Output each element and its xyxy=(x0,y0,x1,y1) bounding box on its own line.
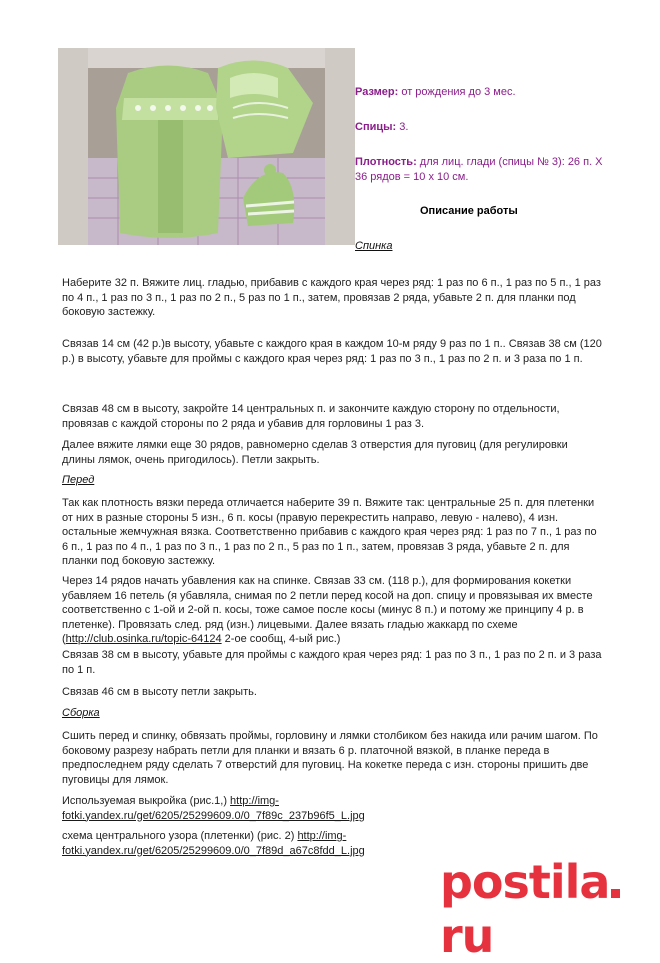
needles-label: Спицы: xyxy=(355,121,397,133)
front-paragraph-4: Связав 46 см в высоту петли закрыть. xyxy=(62,686,257,698)
back-paragraph-3: Связав 48 см в высоту, закройте 14 центральных п. и закончите каждую сторону по отдельности, провязав с каждой стороны по 2 ряда и убавив для горловины 1 раз 3. xyxy=(62,403,560,430)
front-paragraph-3: Связав 38 см в высоту, убавьте для проймы с каждого края через ряд: 1 раз по 3 п., 1 раз по 2 п. и 3 раза по 1 п. xyxy=(62,649,602,676)
watermark-left: postila xyxy=(440,855,610,909)
front-paragraph-2 xyxy=(62,574,602,647)
section-back-title: Спинка xyxy=(355,240,393,252)
pattern-reference-2 xyxy=(62,829,402,858)
needles-value: 3. xyxy=(396,121,409,133)
front-paragraph-1: Так как плотность вязки переда отличается наберите 39 п. Вяжите так: центральные 25 п. для плетенки от них в разные стороны 5 изн., 6 п. косы (правую перекрестить направо, левую - налево), 4 изн. остальные жемчужная вязка. Соответственно прибавив с каждого края через ряд: 1 раз по 7 п., 1 раз по 6 п., 1 раз по 4 п., 1 раз по 3 п., 1 раз по 2 п., 5 раз по 1 п., затем, провязав 3 ряда, убавьте 2 п. для планки под боковую застежку. xyxy=(62,497,597,567)
section-assembly-title: Сборка xyxy=(62,707,100,719)
front-paragraph-2-text: Через 14 рядов начать убавления как на спинке. Связав 33 см. (118 р.), для формирования кокетки убавляем 16 петель (я убавляла, снимая по 2 петли перед косой на доп. спицу и провязывая их вместе соответственно с 1-ой и 2-ой п. косы, тоже самое после косы (минус 8 п.) и потому же принципу 4 р. в плетенке). Провязать след. ряд (изн.) лицевыми. Далее вязать гладью жаккард по схеме ( xyxy=(62,575,593,645)
work-description-heading: Описание работы xyxy=(420,205,518,217)
assembly-paragraph: Сшить перед и спинку, обвязать проймы, горловину и лямки столбиком без накида или рачим шагом. По боковому разрезу набрать петли для планки и вязать 6 р. платочной вязкой, в планке переда в предпоследнем ряду сделать 7 отверстий для пуговиц. На кокетке переда с изн. стороны пришить две пуговицы для лямок. xyxy=(62,730,598,786)
needles-line xyxy=(355,120,408,135)
watermark-right: ru xyxy=(440,909,494,963)
density-line xyxy=(355,155,605,185)
osinka-link[interactable]: http://club.osinka.ru/topic-64124 xyxy=(65,633,222,645)
pattern-reference-1-text: Используемая выкройка (рис.1,) xyxy=(62,795,231,807)
back-paragraph-2: Связав 14 см (42 р.)в высоту, убавьте с каждого края в каждом 10-м ряду 9 раз по 1 п.. Связав 38 см (120 р.) в высоту, убавьте для проймы с каждого края через ряд: 1 раз по 3 п., 1 раз по 2 п. и 3 раза по 1 п. xyxy=(62,338,602,365)
pattern-reference-2-text: схема центрального узора (плетенки) (рис. 2) xyxy=(62,830,298,842)
product-photo xyxy=(58,48,355,245)
size-value: от рождения до 3 мес. xyxy=(398,86,516,98)
pattern-link-1[interactable]: http://img-fotki.yandex.ru/get/6205/25299609.0/0_7f89c_237b96f5_L.jpg xyxy=(62,795,365,822)
back-paragraph-4: Далее вяжите лямки еще 30 рядов, равномерно сделав 3 отверстия для пуговиц (для регулировки длины лямок, очень пригодилось). Петли закрыть. xyxy=(62,439,568,466)
pattern-reference-1 xyxy=(62,794,402,823)
postila-watermark xyxy=(440,855,660,963)
section-front-title: Перед xyxy=(62,474,95,486)
size-line xyxy=(355,85,516,100)
front-paragraph-2-tail: 2-ое сообщ, 4-ый рис.) xyxy=(221,633,341,645)
size-label: Размер: xyxy=(355,86,399,98)
pattern-link-2[interactable]: http://img-fotki.yandex.ru/get/6205/25299609.0/0_7f89d_a67c8fdd_L.jpg xyxy=(62,830,365,857)
density-label: Плотность: xyxy=(355,156,417,168)
density-value: для лиц. глади (спицы № 3): 26 п. Х 36 рядов = 10 х 10 см. xyxy=(355,156,603,183)
back-paragraph-1: Наберите 32 п. Вяжите лиц. гладью, прибавив с каждого края через ряд: 1 раз по 6 п., 1 раз по 5 п., 1 раз по 4 п., 1 раз по 3 п., 1 раз по 2 п., 5 раз по 1 п., затем, провязав 2 ряда, убавьте 2 п. для планки под боковую застежку. xyxy=(62,277,601,318)
watermark-dot xyxy=(611,889,620,898)
